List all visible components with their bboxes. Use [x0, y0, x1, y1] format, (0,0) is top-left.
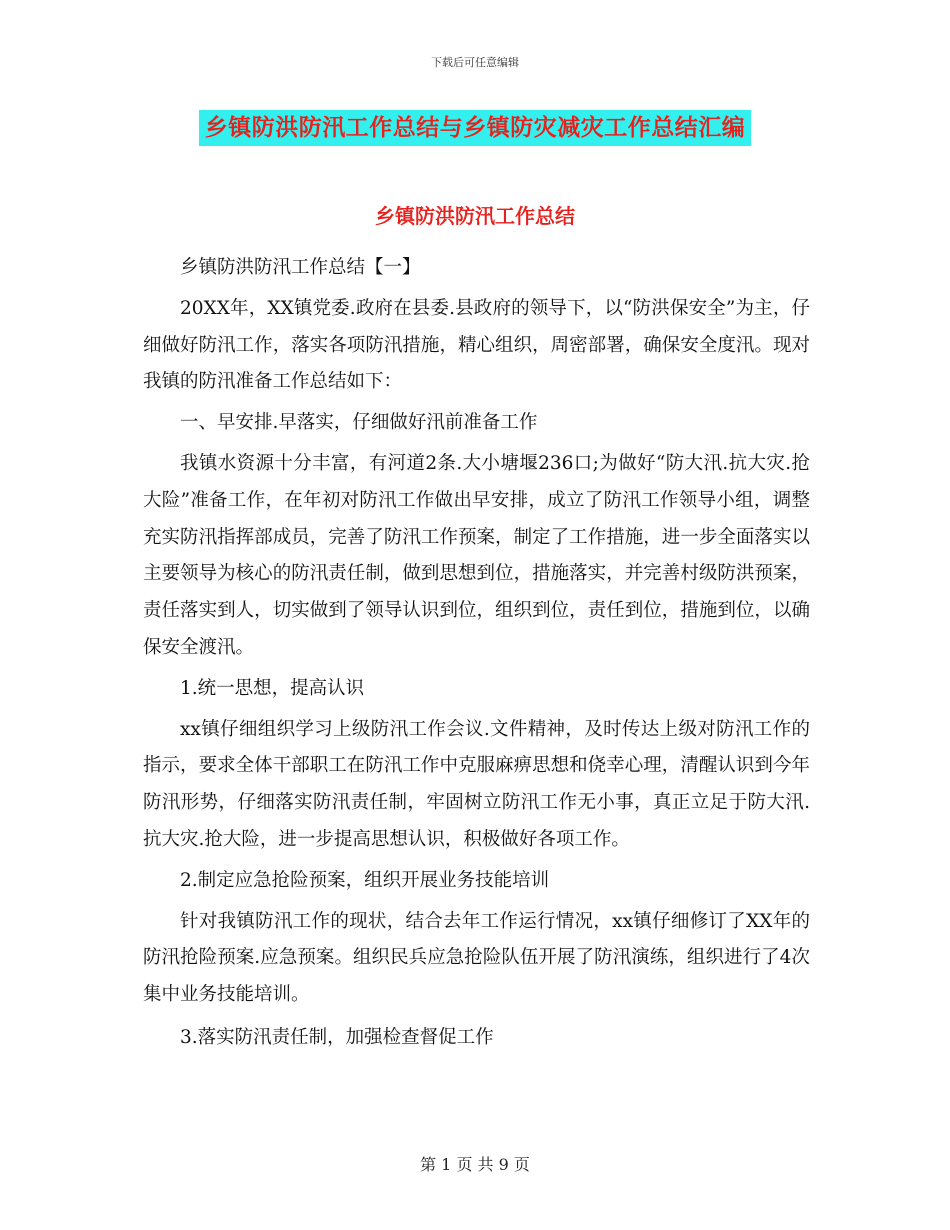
paragraph-heading: 2.制定应急抢险预案，组织开展业务技能培训: [180, 869, 550, 891]
paragraph: 针对我镇防汛工作的现状，结合去年工作运行情况，xx镇仔细修订了XX年的防汛抢险预案.应急预案。组织民兵应急抢险队伍开展了防汛演练，组织进行了4次集中业务技能培训。: [143, 910, 810, 1006]
paragraph: 我镇水资源十分丰富，有河道2条.大小塘堰236口;为做好“防大汛.抗大灾.抢大险”准备工作，在年初对防汛工作做出早安排，成立了防汛工作领导小组，调整充实防汛指挥部成员，完善了防汛工作预案，制定了工作措施，进一步全面落实以主要领导为核心的防汛责任制，做到思想到位，措施落实，并完善村级防洪预案，责任落实到人，切实做到了领导认识到位，组织到位，责任到位，措施到位，以确保安全渡汛。: [143, 452, 810, 658]
paragraph-subheading: 乡镇防洪防汛工作总结【一】: [180, 257, 421, 278]
section-title: 乡镇防洪防汛工作总结: [375, 204, 575, 228]
paragraph-heading: 3.落实防汛责任制，加强检查督促工作: [180, 1026, 494, 1048]
header-note: 下载后可任意编辑: [431, 56, 519, 69]
main-title: 乡镇防洪防汛工作总结与乡镇防灾减灾工作总结汇编: [199, 110, 752, 146]
paragraph-heading: 1.统一思想，提高认识: [180, 677, 365, 699]
paragraph: xx镇仔细组织学习上级防汛工作会议.文件精神，及时传达上级对防汛工作的指示，要求全体干部职工在防汛工作中克服麻痹思想和侥幸心理，清醒认识到今年防汛形势，仔细落实防汛责任制，牢固树立防汛工作无小事，真正立足于防大汛.抗大灾.抢大险，进一步提高思想认识，积极做好各项工作。: [143, 718, 810, 850]
paragraph: 20XX年，XX镇党委.政府在县委.县政府的领导下，以“防洪保安全”为主，仔细做好防汛工作，落实各项防汛措施，精心组织，周密部署，确保安全度汛。现对我镇的防汛准备工作总结如下：: [143, 297, 810, 393]
document-body: [143, 222, 810, 1057]
paragraph-heading: 一、早安排.早落实，仔细做好汛前准备工作: [180, 412, 538, 434]
main-title-container: [0, 110, 950, 146]
page-footer: 第 1 页 共 9 页: [420, 1155, 530, 1174]
